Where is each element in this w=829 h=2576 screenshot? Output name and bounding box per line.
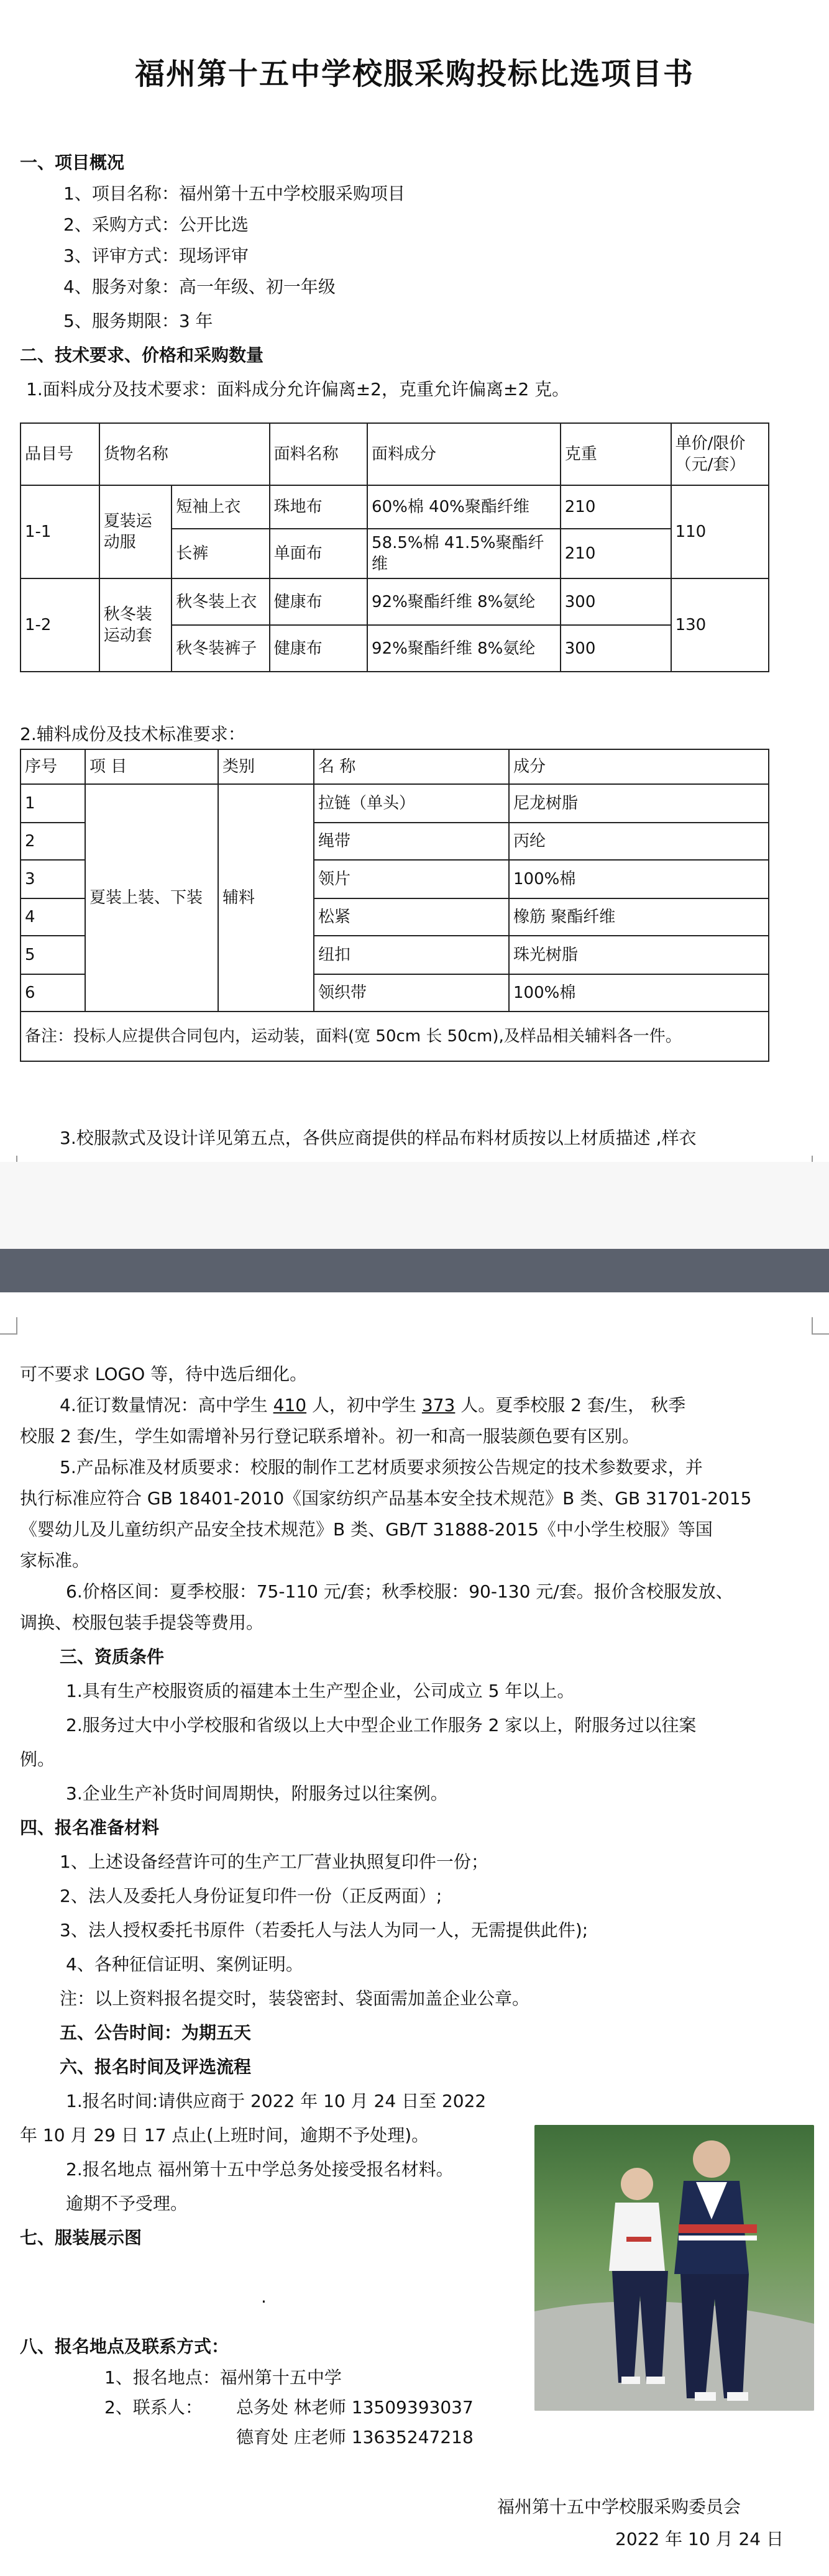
photo-path <box>534 2301 814 2411</box>
table-cell: 1-2 <box>21 578 99 672</box>
table-cell: 3 <box>21 860 85 898</box>
table-note: 备注：投标人应提供合同包内，运动装，面料(宽 50cm 长 50cm),及样品相关辅料各一件。 <box>21 1012 769 1061</box>
section-7-heading: 七、服装展示图 <box>20 2227 142 2248</box>
body-text: 家标准。 <box>20 1550 90 1571</box>
high-school-count: 410 <box>273 1395 307 1415</box>
table-cell: 92%聚酯纤维 8%氨纶 <box>367 625 561 672</box>
body-text: 3、法人授权委托书原件（若委托人与法人为同一人，无需提供此件); <box>60 1920 589 1940</box>
contact-text: 2、联系人： <box>104 2397 203 2418</box>
table-cell: 110 <box>671 485 769 578</box>
page-corner-mark <box>812 1317 829 1335</box>
body-text: 1、上述设备经营许可的生产工厂营业执照复印件一份； <box>60 1852 488 1872</box>
body-text: 3.企业生产补货时间周期快，附服务过以往案例。 <box>66 1783 448 1804</box>
table-cell: 210 <box>561 485 671 529</box>
sneaker <box>646 2377 665 2384</box>
table-header-cell: 克重 <box>561 423 671 485</box>
section-8-heading: 八、报名地点及联系方式： <box>20 2336 229 2357</box>
section-6-heading: 六、报名时间及评选流程 <box>60 2057 252 2077</box>
body-text: 执行标准应符合 GB 18401-2010《国家纺织产品基本安全技术规范》B 类、GB 31701-2015 <box>20 1488 752 1509</box>
table-header-row <box>21 423 769 485</box>
table-cell: 60%棉 40%聚酯纤维 <box>367 485 561 529</box>
table-header-cell: 面料名称 <box>270 423 367 485</box>
table-cell: 橡筋 聚酯纤维 <box>509 898 769 936</box>
project-item: 2、采购方式：公开比选 <box>63 214 249 235</box>
table-header-cell: 货物名称 <box>99 423 270 485</box>
accessory-requirement-text: 2.辅料成份及技术标准要求： <box>20 724 245 744</box>
contact-text: 德育处 庄老师 13635247218 <box>236 2427 474 2447</box>
table-cell: 5 <box>21 936 85 974</box>
body-text: 2.报名地点 福州第十五中学总务处接受报名材料。 <box>66 2159 454 2180</box>
table-cell: 100%棉 <box>509 860 769 898</box>
section-4-heading: 四、报名准备材料 <box>20 1817 160 1838</box>
body-text: 逾期不予受理。 <box>66 2193 188 2214</box>
jacket-stripe <box>679 2236 757 2240</box>
table-cell: 1-1 <box>21 485 99 578</box>
body-text: 年 10 月 29 日 17 点止(上班时间，逾期不予处理)。 <box>20 2125 429 2145</box>
table-cell: 58.5%棉 41.5%聚酯纤维 <box>367 529 561 578</box>
table-cell: 健康布 <box>270 578 367 625</box>
table-header-cell: 品目号 <box>21 423 99 485</box>
jacket-stripe <box>626 2237 651 2242</box>
table-cell: 210 <box>561 529 671 578</box>
order-quantity-text: 人，初中学生 <box>306 1395 422 1415</box>
section-1-heading: 一、项目概况 <box>20 152 125 173</box>
person-head <box>693 2140 730 2178</box>
table-cell: 6 <box>21 974 85 1012</box>
body-text: 例。 <box>20 1749 55 1770</box>
body-text: 6.价格区间：夏季校服：75-110 元/套；秋季校服：90-130 元/套。报价含校服发放、 <box>66 1581 733 1602</box>
table-row <box>21 578 769 625</box>
project-item: 5、服务期限：3 年 <box>63 311 213 331</box>
table-cell: 2 <box>21 823 85 860</box>
signature-org: 福州第十五中学校服采购委员会 <box>497 2496 741 2517</box>
order-quantity-line <box>60 1395 685 1416</box>
materials-note-text: 注：以上资料报名提交时，装袋密封、袋面需加盖企业公章。 <box>60 1988 530 2009</box>
table-cell: 短袖上衣 <box>172 485 269 529</box>
jacket-stripe <box>679 2224 757 2233</box>
table-cell: 夏装上装、下装 <box>85 784 218 1012</box>
table-cell: 拉链（单头） <box>314 784 509 823</box>
body-text: 《婴幼儿及儿童纺织产品安全技术规范》B 类、GB/T 31888-2015《中小学生校服》等国 <box>20 1519 713 1540</box>
table-cell: 100%棉 <box>509 974 769 1012</box>
contact-text: 总务处 林老师 13509393037 <box>236 2397 474 2418</box>
table-header-cell: 名 称 <box>314 749 509 784</box>
table-header-cell: 序号 <box>21 749 85 784</box>
table-note-row <box>21 1012 769 1061</box>
project-item: 3、评审方式：现场评审 <box>63 245 249 266</box>
section-3-heading: 三、资质条件 <box>60 1647 165 1667</box>
table-cell: 长裤 <box>172 529 269 578</box>
page-corner-mark <box>0 1317 17 1335</box>
table-cell: 300 <box>561 625 671 672</box>
signature-date: 2022 年 10 月 24 日 <box>615 2529 784 2549</box>
table-cell: 健康布 <box>270 625 367 672</box>
body-text: 校服 2 套/生，学生如需增补另行登记联系增补。初一和高一服装颜色要有区别。 <box>20 1426 640 1446</box>
middle-school-count: 373 <box>421 1395 456 1415</box>
logo-note: 可不要求 LOGO 等，待中选后细化。 <box>20 1364 308 1384</box>
table-cell: 秋冬装裤子 <box>172 625 269 672</box>
table-header-cell: 项 目 <box>85 749 218 784</box>
table-header-cell: 单价/限价（元/套） <box>671 423 769 485</box>
accessory-table <box>20 749 769 1062</box>
sneaker <box>695 2392 716 2401</box>
table-cell: 丙纶 <box>509 823 769 860</box>
body-text: 5.产品标准及材质要求：校服的制作工艺材质要求须按公告规定的技术参数要求，并 <box>60 1457 703 1478</box>
body-text: 2.服务过大中小学校服和省级以上大中型企业工作服务 2 家以上，附服务过以往案 <box>66 1715 697 1735</box>
materials-note <box>60 1988 529 2009</box>
page-1 <box>0 0 829 1162</box>
body-text: 调换、校服包装手提袋等费用。 <box>20 1612 264 1633</box>
table-cell: 夏装运动服 <box>99 485 172 578</box>
table-cell: 秋冬装运动套 <box>99 578 172 672</box>
table-cell: 单面布 <box>270 529 367 578</box>
table-cell: 领片 <box>314 860 509 898</box>
table-cell: 秋冬装上衣 <box>172 578 269 625</box>
section-2-heading: 二、技术要求、价格和采购数量 <box>20 345 264 365</box>
table-row <box>21 485 769 529</box>
table-cell: 松紧 <box>314 898 509 936</box>
fabric-table <box>20 422 769 672</box>
body-text: 2、法人及委托人身份证复印件一份（正反两面）; <box>60 1886 442 1906</box>
table-row <box>21 784 769 823</box>
sneaker <box>727 2392 748 2401</box>
table-cell: 绳带 <box>314 823 509 860</box>
person-head <box>621 2168 653 2200</box>
table-cell: 92%聚酯纤维 8%氨纶 <box>367 578 561 625</box>
contact-text: 1、报名地点：福州第十五中学 <box>104 2367 342 2388</box>
project-item: 1、项目名称：福州第十五中学校服采购项目 <box>63 183 405 204</box>
uniform-photo <box>534 2125 814 2411</box>
order-quantity-text: 4.征订数量情况：高中学生 <box>60 1395 273 1415</box>
table-cell: 珠地布 <box>270 485 367 529</box>
table-header-cell: 类别 <box>218 749 314 784</box>
doc-title: 福州第十五中学校服采购投标比选项目书 <box>134 57 694 91</box>
table-cell: 领织带 <box>314 974 509 1012</box>
fabric-requirement-text: 1.面料成分及技术要求：面料成分允许偏离±2，克重允许偏离±2 克。 <box>26 379 570 400</box>
table-cell: 纽扣 <box>314 936 509 974</box>
table-header-cell: 成分 <box>509 749 769 784</box>
table-cell: 300 <box>561 578 671 625</box>
uniform-photo-illustration <box>534 2125 814 2411</box>
body-text: 1.具有生产校服资质的福建本土生产型企业，公司成立 5 年以上。 <box>66 1681 575 1701</box>
page-break <box>0 1162 829 1249</box>
section-5-heading: 五、公告时间：为期五天 <box>60 2022 252 2043</box>
style-note-text: 3.校服款式及设计详见第五点，各供应商提供的样品布料材质按以上材质描述 ,样衣 <box>60 1128 697 1148</box>
order-quantity-text: 人。夏季校服 2 套/生， 秋季 <box>455 1395 686 1415</box>
body-text: 4、各种征信证明、案例证明。 <box>66 1954 303 1975</box>
table-cell: 珠光树脂 <box>509 936 769 974</box>
table-cell: 1 <box>21 784 85 823</box>
body-text: 1.报名时间:请供应商于 2022 年 10 月 24 日至 2022 <box>66 2091 487 2111</box>
page-break-bar <box>0 1249 829 1292</box>
project-item: 4、服务对象：高一年级、初一年级 <box>63 276 336 297</box>
stray-dot: . <box>261 2286 267 2307</box>
table-cell: 辅料 <box>218 784 314 1012</box>
table-cell: 尼龙树脂 <box>509 784 769 823</box>
sneaker <box>621 2377 640 2384</box>
table-header-row <box>21 749 769 784</box>
table-cell: 130 <box>671 578 769 672</box>
table-cell: 4 <box>21 898 85 936</box>
table-header-cell: 面料成分 <box>367 423 561 485</box>
